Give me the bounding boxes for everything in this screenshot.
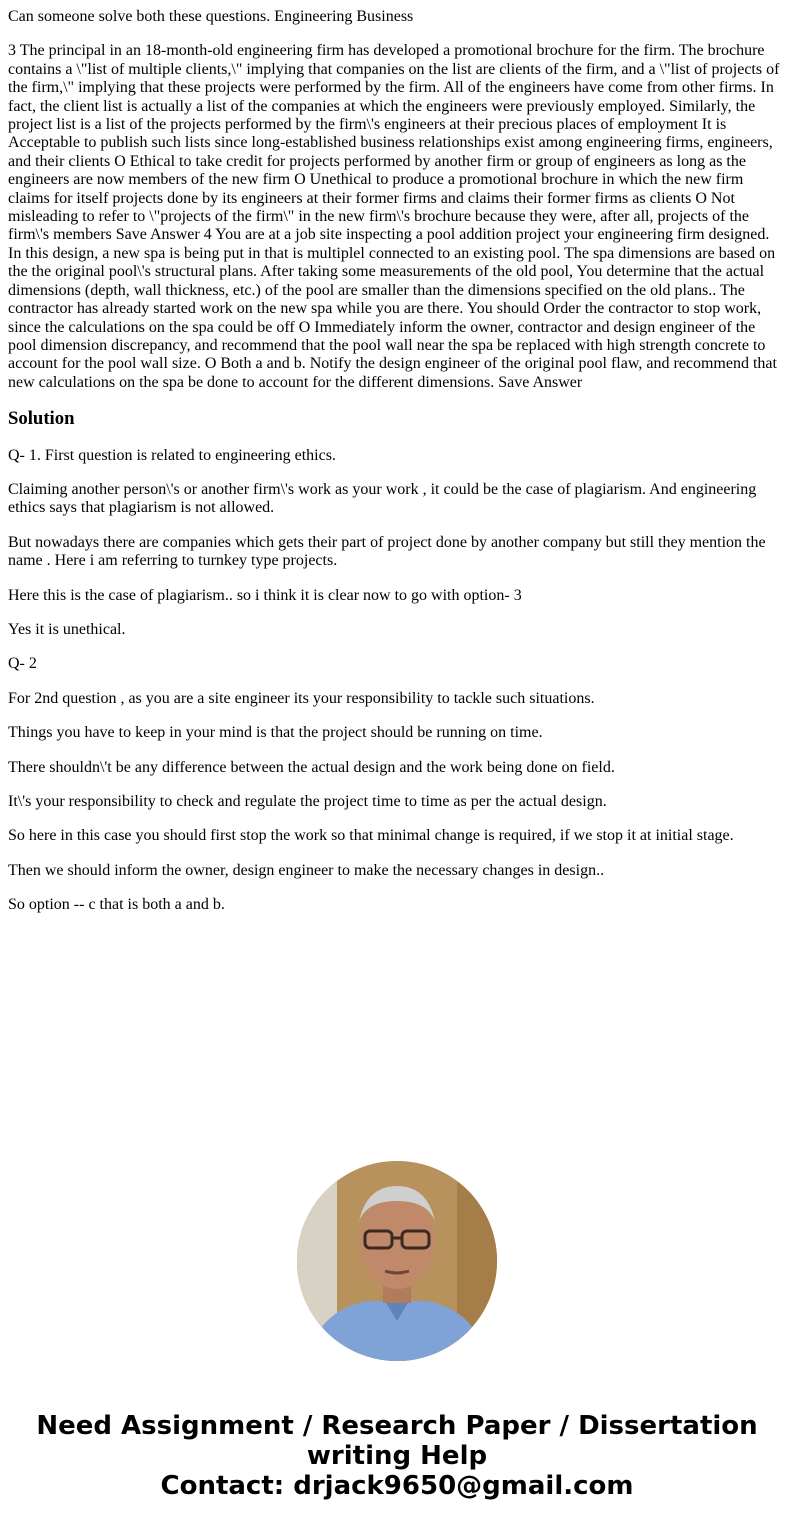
- person-portrait-icon: [297, 1161, 497, 1361]
- document: [0, 8, 794, 915]
- solution-paragraph: Q- 2: [8, 655, 37, 673]
- solution-paragraph: There shouldn\'t be any difference between the actual design and the work being done on field.: [8, 758, 615, 776]
- solution-paragraph: So option -- c that is both a and b.: [8, 896, 225, 914]
- solution-paragraph: Yes it is unethical.: [8, 620, 126, 638]
- solution-paragraph: Things you have to keep in your mind is that the project should be running on time.: [8, 724, 543, 742]
- solution-paragraph: Claiming another person\'s or another firm\'s work as your work , it could be the case of plagiarism. And engineering ethics says that plagiarism is not allowed.: [8, 480, 757, 517]
- question-body: 3 The principal in an 18-month-old engineering firm has developed a promotional brochure for the firm. The brochure contains a \"list of multiple clients,\" implying that companies on the list are clients of the firm, and a \"list of projects of the firm,\" implying that these projects were performed by the firm. All of the engineers have come from other firms. In fact, the client list is actually a list of the companies at which the engineers were previously employed. Similarly, the project list is a list of the projects performed by the firm\'s engineers at their precious places of employment It is Acceptable to publish such lists since long-established business relationships exist among engineering firms, engineers, and their clients O Ethical to take credit for projects performed by another firm or group of engineers as long as the engineers are now members of the new firm O Unethical to produce a promotional brochure in which the new firm claims for itself projects done by its engineers at their former firms and claims their former firms as clients O Not misleading to refer to \"projects of the firm\" in the new firm\'s brochure because they were, after all, projects of the firm\'s members Save Answer 4 You are at a job site inspecting a pool addition project your engineering firm designed. In this design, a new spa is being put in that is multiplel connected to an existing pool. The spa dimensions are based on the the original pool\'s structural plans. After taking some measurements of the old pool, You determine that the actual dimensions (depth, wall thickness, etc.) of the pool are smaller than the dimensions specified on the old plans.. The contractor has already started work on the new spa while you are there. You should Order the contractor to stop work, since the calculations on the spa could be off O Immediately inform the owner, contractor and design engineer of the pool dimension discrepancy, and recommend that the pool wall near the spa be replaced with high strength concrete to account for the pool wall size. O Both a and b. Notify the design engineer of the original pool flaw, and recommend that new calculations on the spa be done to account for the different dimensions. Save Answer: [8, 42, 780, 391]
- solution-paragraph: It\'s your responsibility to check and regulate the project time to time as per the actual design.: [8, 793, 607, 810]
- footer-headline: Need Assignment / Research Paper / Dissertation writing Help: [36, 1411, 758, 1471]
- avatar-photo: [297, 1161, 497, 1361]
- solution-paragraph: Q- 1. First question is related to engineering ethics.: [8, 446, 336, 464]
- footer-banner: [0, 1411, 794, 1501]
- solution-paragraph: Here this is the case of plagiarism.. so i think it is clear now to go with option- 3: [8, 586, 522, 604]
- solution-paragraph: So here in this case you should first stop the work so that minimal change is required, if we stop it at initial stage.: [8, 827, 734, 845]
- footer-contact: Contact: drjack9650@gmail.com: [160, 1471, 634, 1501]
- solution-heading: Solution: [8, 408, 75, 430]
- solution-paragraph: For 2nd question , as you are a site engineer its your responsibility to tackle such situations.: [8, 689, 595, 707]
- solution-paragraph: But nowadays there are companies which gets their part of project done by another company but still they mention the name . Here i am referring to turnkey type projects.: [8, 533, 766, 570]
- solution-paragraph: Then we should inform the owner, design engineer to make the necessary changes in design..: [8, 861, 605, 879]
- question-title: Can someone solve both these questions. Engineering Business: [8, 8, 414, 25]
